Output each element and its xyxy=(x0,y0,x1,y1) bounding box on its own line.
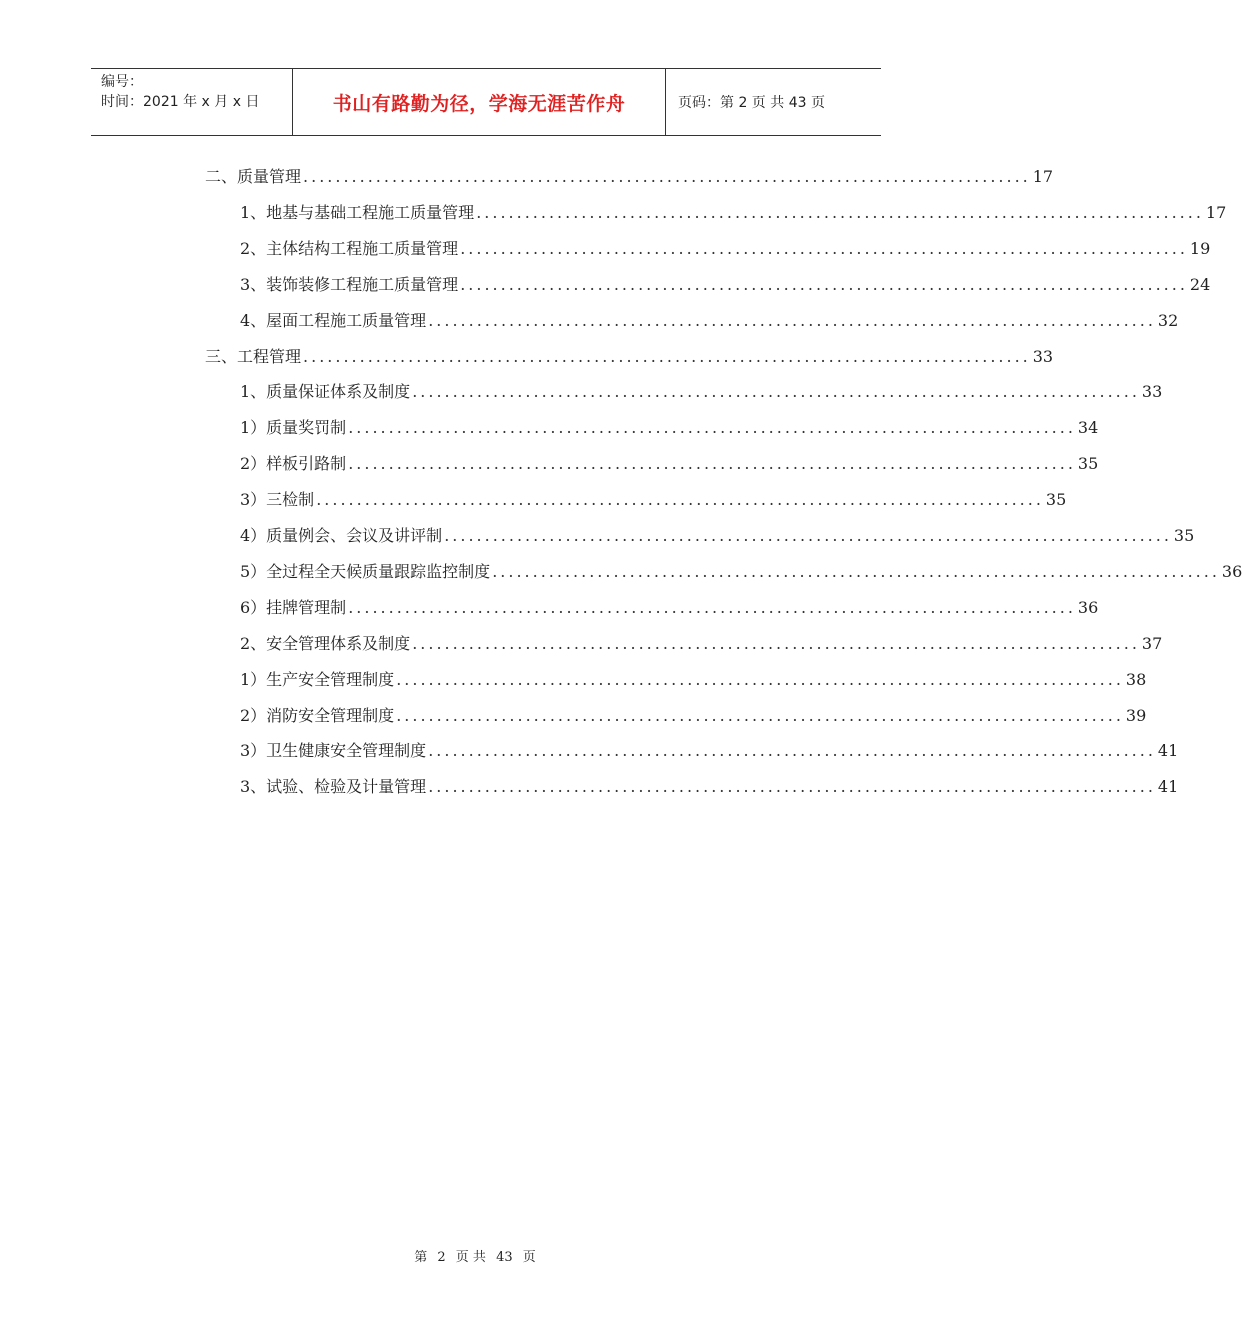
toc-entry-title: 1）质量奖罚制 xyxy=(240,418,347,438)
toc-entry-page-number: 41 xyxy=(1157,741,1179,761)
toc-entry-title: 1）生产安全管理制度 xyxy=(240,669,395,689)
toc-entry-leader-dots: .......................................................................................... xyxy=(460,274,1188,294)
toc-entry-page-number: 17 xyxy=(1032,167,1054,186)
toc-entry[interactable] xyxy=(240,413,1099,443)
toc-entry-leader-dots: .......................................................................................... xyxy=(428,310,1156,330)
document-number-label: 编号： xyxy=(101,74,143,90)
toc-entry-leader-dots: .......................................................................................... xyxy=(412,633,1140,653)
toc-entry[interactable] xyxy=(240,270,1211,300)
toc-entry-title: 三、工程管理 xyxy=(205,346,302,366)
footer-middle: 页 共 xyxy=(455,1250,486,1265)
toc-entry-page-number: 32 xyxy=(1157,310,1179,330)
toc-entry-leader-dots: .......................................................................................... xyxy=(348,454,1076,474)
toc-entry[interactable] xyxy=(240,701,1147,731)
toc-entry-title: 2）样板引路制 xyxy=(240,454,347,474)
footer-suffix: 页 xyxy=(522,1250,536,1265)
toc-entry-leader-dots: .......................................................................................... xyxy=(348,597,1076,617)
toc-entry-title: 5）全过程全天候质量跟踪监控制度 xyxy=(240,561,491,581)
toc-entry-leader-dots: .......................................................................................... xyxy=(396,705,1124,725)
toc-entry-title: 3、装饰装修工程施工质量管理 xyxy=(240,274,459,294)
toc-entry-leader-dots: .......................................................................................... xyxy=(348,418,1076,438)
toc-entry-page-number: 35 xyxy=(1173,526,1195,545)
toc-entry-leader-dots: .......................................................................................... xyxy=(316,490,1044,510)
toc-entry-leader-dots: .......................................................................................... xyxy=(492,561,1220,581)
header-page-code: 页码：第 2 页 共 43 页 xyxy=(678,95,825,111)
toc-entry-title: 3、试验、检验及计量管理 xyxy=(240,777,427,797)
toc-entry[interactable] xyxy=(240,629,1163,659)
footer-total-pages: 43 xyxy=(496,1250,513,1265)
toc-entry[interactable] xyxy=(240,665,1147,695)
toc-entry-page-number: 24 xyxy=(1189,274,1211,294)
toc-entry-title: 2）消防安全管理制度 xyxy=(240,705,395,725)
toc-entry-page-number: 17 xyxy=(1205,202,1227,222)
document-date: 时间：2021 年 x 月 x 日 xyxy=(101,94,260,110)
toc-entry-leader-dots: .......................................................................................... xyxy=(428,741,1156,761)
toc-entry-title: 3）三检制 xyxy=(240,490,315,510)
toc-entry-leader-dots: .......................................................................................... xyxy=(460,238,1188,258)
toc-entry-leader-dots: .......................................................................................... xyxy=(303,346,1031,366)
toc-entry-page-number: 41 xyxy=(1157,777,1179,797)
toc-entry[interactable] xyxy=(240,234,1211,264)
toc-entry[interactable] xyxy=(240,521,1195,551)
toc-entry-title: 4、屋面工程施工质量管理 xyxy=(240,310,427,330)
toc-entry[interactable] xyxy=(240,772,1179,802)
toc-entry[interactable] xyxy=(205,342,1054,372)
toc-entry[interactable] xyxy=(240,449,1099,479)
toc-entry-page-number: 33 xyxy=(1141,382,1163,402)
toc-entry-page-number: 36 xyxy=(1221,561,1242,581)
toc-entry-page-number: 19 xyxy=(1189,238,1211,258)
toc-entry[interactable] xyxy=(240,306,1179,336)
header-motto: 书山有路勤为径，学海无涯苦作舟 xyxy=(293,69,666,135)
toc-entry-title: 1、质量保证体系及制度 xyxy=(240,382,411,402)
toc-entry-title: 2、主体结构工程施工质量管理 xyxy=(240,238,459,258)
toc-entry[interactable] xyxy=(240,377,1163,407)
toc-entry-leader-dots: .......................................................................................... xyxy=(412,382,1140,402)
toc-entry-leader-dots: .......................................................................................... xyxy=(444,526,1172,545)
toc-entry-title: 2、安全管理体系及制度 xyxy=(240,633,411,653)
toc-entry-leader-dots: .......................................................................................... xyxy=(396,669,1124,689)
header-meta xyxy=(91,69,293,135)
page-header xyxy=(91,68,881,136)
toc-entry-leader-dots: .......................................................................................... xyxy=(303,167,1031,186)
toc-entry[interactable] xyxy=(240,198,1227,228)
toc-entry[interactable] xyxy=(240,593,1099,623)
toc-entry-title: 4）质量例会、会议及讲评制 xyxy=(240,526,443,545)
toc-entry-title: 6）挂牌管理制 xyxy=(240,597,347,617)
toc-entry[interactable] xyxy=(240,557,1242,587)
toc-entry-leader-dots: .......................................................................................... xyxy=(428,777,1156,797)
toc-entry-page-number: 35 xyxy=(1077,454,1099,474)
toc-entry-page-number: 33 xyxy=(1032,346,1054,366)
toc-entry-title: 3）卫生健康安全管理制度 xyxy=(240,741,427,761)
toc-entry-title: 1、地基与基础工程施工质量管理 xyxy=(240,202,475,222)
toc-entry-page-number: 35 xyxy=(1045,490,1067,510)
toc-entry-leader-dots: .......................................................................................... xyxy=(476,202,1204,222)
toc-entry-page-number: 39 xyxy=(1125,705,1147,725)
toc-entry[interactable] xyxy=(240,485,1067,515)
toc-entry-page-number: 38 xyxy=(1125,669,1147,689)
toc-entry-page-number: 34 xyxy=(1077,418,1099,438)
toc-entry-page-number: 37 xyxy=(1141,633,1163,653)
toc-entry[interactable] xyxy=(205,162,1054,192)
page-footer xyxy=(0,1246,950,1265)
toc-entry[interactable] xyxy=(240,736,1179,766)
toc-entry-page-number: 36 xyxy=(1077,597,1099,617)
toc-entry-title: 二、质量管理 xyxy=(205,167,302,186)
footer-prefix: 第 xyxy=(414,1250,428,1265)
footer-current-page: 2 xyxy=(437,1250,446,1265)
